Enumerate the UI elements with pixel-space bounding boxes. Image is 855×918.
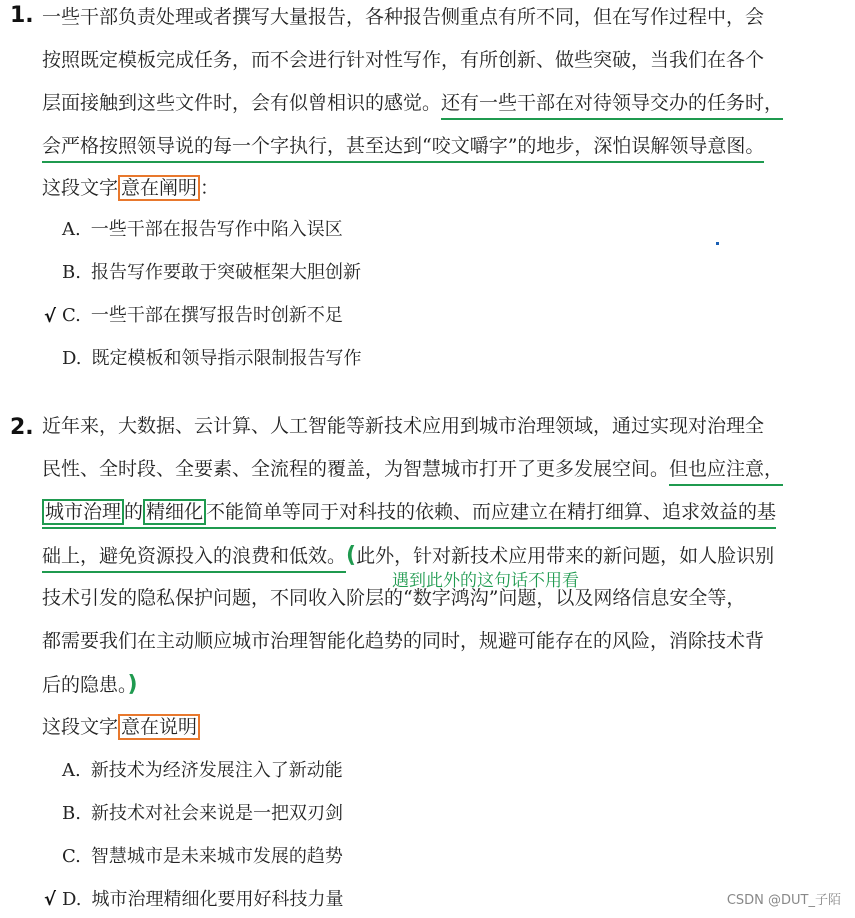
question-2-stem: [42, 712, 200, 742]
underlined-key-sentence: [42, 501, 776, 529]
question-1-stem: [42, 173, 219, 203]
passage-line: [42, 82, 828, 125]
option-text: 智慧城市是未来城市发展的趋势: [90, 846, 343, 867]
passage-text: 后的隐患。: [42, 674, 128, 696]
boxed-term-refinement: 精细化: [143, 499, 206, 525]
underlined-key-sentence: 础上，避免资源投入的浪费和低效。: [42, 545, 346, 573]
close-bracket-annotation: ): [127, 672, 138, 697]
option-b[interactable]: [62, 800, 343, 828]
option-text: 报告写作要敢于突破框架大胆创新: [90, 262, 361, 283]
passage-text: 不能简单等同于对科技的依赖、而应建立在精打细算、追求效益的基: [206, 501, 777, 523]
option-letter: D.: [62, 348, 82, 369]
option-text: 新技术对社会来说是一把双刃剑: [90, 803, 343, 824]
passage-text: 层面接触到这些文件时，会有似曾相识的感觉。: [42, 92, 442, 114]
underlined-key-sentence: 会严格按照领导说的每一个字执行，甚至达到“咬文嚼字”的地步，深怕误解领导意图。: [42, 135, 764, 163]
option-letter: C.: [62, 305, 81, 326]
option-letter: A.: [62, 760, 81, 781]
passage-line: [42, 448, 828, 491]
correct-answer-checkmark: √: [44, 306, 57, 327]
stray-dot: [716, 242, 719, 245]
question-2-passage: [42, 405, 828, 706]
stem-keyword-box: 意在说明: [118, 714, 200, 740]
handwritten-note: 遇到此外的这句话不用看: [392, 571, 579, 591]
passage-line: 技术引发的隐私保护问题，不同收入阶层的“数字鸿沟”问题，以及网络信息安全等，: [42, 587, 746, 609]
question-2-number: 2.: [10, 415, 34, 440]
correct-answer-checkmark: √: [44, 889, 57, 910]
passage-line: 近年来，大数据、云计算、人工智能等新技术应用到城市治理领域，通过实现对治理全: [42, 415, 765, 437]
passage-line: 一些干部负责处理或者撰写大量报告，各种报告侧重点有所不同，但在写作过程中，会: [42, 6, 765, 28]
option-text: 一些干部在报告写作中陷入误区: [90, 219, 343, 240]
option-letter: A.: [62, 219, 81, 240]
option-a[interactable]: [62, 757, 343, 785]
option-letter: B.: [62, 262, 81, 283]
option-text: 城市治理精细化要用好科技力量: [91, 889, 344, 910]
underlined-key-sentence: 还有一些干部在对待领导交办的任务时，: [441, 92, 783, 120]
stem-prefix: 这段文字: [42, 177, 119, 199]
option-text: 既定模板和领导指示限制报告写作: [91, 348, 362, 369]
option-text: 一些干部在撰写报告时创新不足: [90, 305, 343, 326]
option-letter: C.: [62, 846, 81, 867]
passage-text: 的: [124, 501, 144, 523]
option-text: 新技术为经济发展注入了新动能: [90, 760, 343, 781]
boxed-term-city-governance: 城市治理: [42, 499, 124, 525]
question-1-number: 1.: [10, 3, 34, 28]
option-d[interactable]: [62, 886, 344, 914]
watermark: CSDN @DUT_子陌: [726, 893, 841, 908]
stem-prefix: 这段文字: [42, 716, 119, 738]
option-c[interactable]: [62, 843, 343, 871]
passage-line: 都需要我们在主动顺应城市治理智能化趋势的同时，规避可能存在的风险，消除技术背: [42, 630, 765, 652]
question-1-passage: [42, 0, 828, 168]
passage-line: [42, 491, 828, 534]
option-b[interactable]: [62, 259, 361, 287]
stem-suffix: ：: [200, 177, 220, 199]
underlined-key-sentence: 但也应注意，: [669, 458, 783, 486]
option-letter: D.: [62, 889, 82, 910]
option-c[interactable]: [62, 302, 343, 330]
passage-line: [42, 125, 828, 168]
passage-line: [42, 663, 828, 706]
option-letter: B.: [62, 803, 81, 824]
passage-text: 此外，针对新技术应用带来的新问题，如人脸识别: [356, 545, 775, 567]
option-a[interactable]: [62, 216, 343, 244]
open-bracket-annotation: (: [346, 543, 357, 568]
option-d[interactable]: [62, 345, 362, 373]
passage-text: 民性、全时段、全要素、全流程的覆盖，为智慧城市打开了更多发展空间。: [42, 458, 670, 480]
stem-keyword-box: 意在阐明: [118, 175, 200, 201]
passage-line: 按照既定模板完成任务，而不会进行针对性写作，有所创新、做些突破，当我们在各个: [42, 49, 765, 71]
